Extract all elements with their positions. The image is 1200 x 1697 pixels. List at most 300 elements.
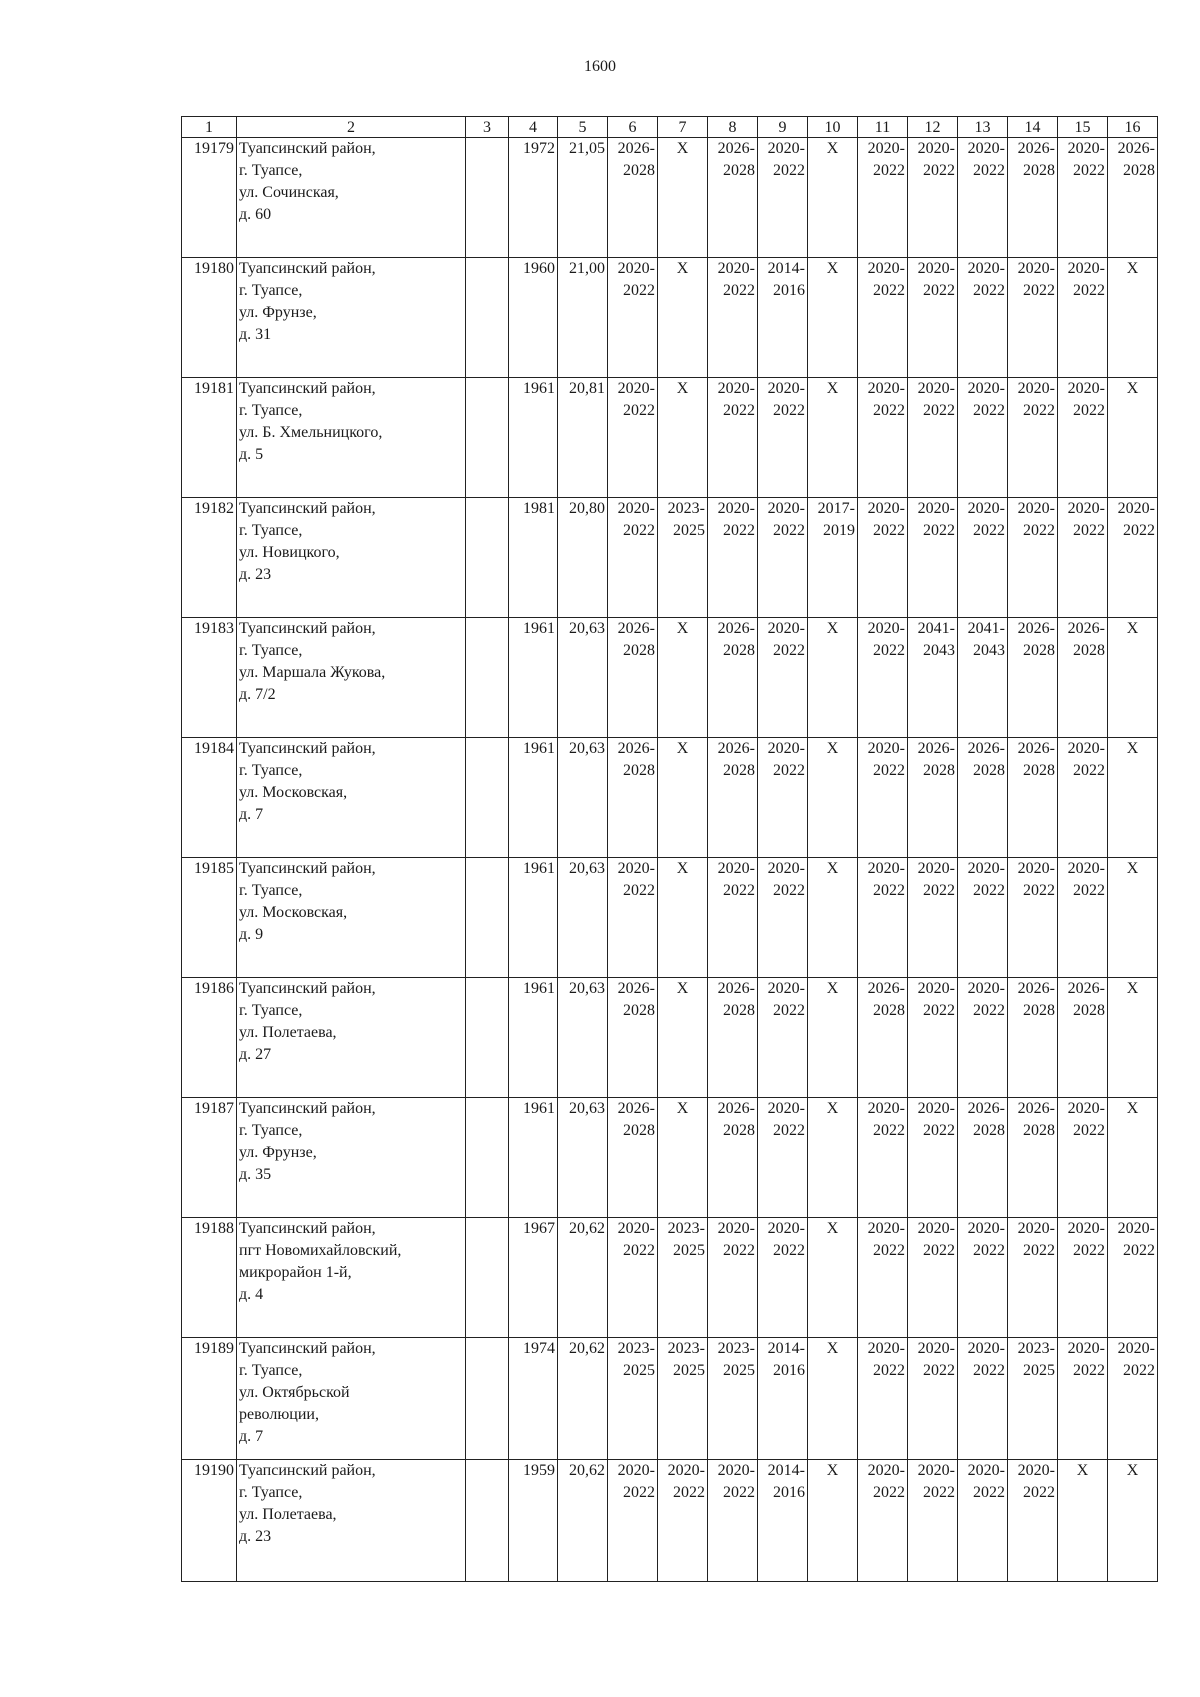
period-text: 2020- [617,1220,655,1237]
period-cell: X [1108,1460,1158,1582]
period-text-end: 2022 [923,162,955,179]
period-text-end: 2028 [873,1002,905,1019]
period-text: 2041- [917,620,955,637]
period-cell [608,978,658,1098]
table-row [182,258,1158,378]
table-row [182,498,1158,618]
address-cell [237,498,466,618]
period-text-end: 2022 [923,1002,955,1019]
period-cell [858,1460,908,1582]
period-text-end: 2022 [1073,1362,1105,1379]
period-text-end: 2022 [873,522,905,539]
value-cell: 21,00 [558,258,608,378]
period-cell [908,498,958,618]
period-cell [658,1460,708,1582]
period-cell [858,1338,908,1460]
address-line: ул. Б. Хмельницкого, [239,424,383,441]
period-text: 2020- [917,1340,955,1357]
period-cell [708,858,758,978]
address-line: ул. Маршала Жукова, [239,664,386,681]
address-line: д. 5 [239,446,264,463]
period-text-end: 2022 [873,1242,905,1259]
period-text: 2020- [1017,1462,1055,1479]
period-text-end: 2028 [623,1002,655,1019]
period-text: 2020- [717,260,755,277]
period-cell: X [658,378,708,498]
address-line: д. 60 [239,206,272,223]
col3-cell [466,858,509,978]
period-text: 2020- [867,260,905,277]
period-text: 2020- [617,860,655,877]
period-text: 2020- [617,260,655,277]
row-id: 19188 [182,1218,237,1338]
period-cell [958,378,1008,498]
period-text: 2020- [917,1100,955,1117]
period-cell [908,138,958,258]
period-cell [958,1218,1008,1338]
period-text: 2020- [1067,140,1105,157]
year-cell: 1961 [509,618,558,738]
period-text-end: 2022 [973,1362,1005,1379]
period-text: 2023- [667,500,705,517]
period-text: 2020- [917,860,955,877]
table-row [182,858,1158,978]
period-text: 2014- [767,1462,805,1479]
period-text-end: 2022 [873,1484,905,1501]
period-cell [1108,498,1158,618]
period-cell: X [808,258,858,378]
address-cell [237,978,466,1098]
period-cell [758,258,808,378]
address-line: д. 27 [239,1046,272,1063]
period-cell [608,498,658,618]
period-text: 2026- [1117,140,1155,157]
period-cell [958,138,1008,258]
period-text: 2020- [967,1340,1005,1357]
period-text: 2020- [867,1340,905,1357]
value-cell: 21,05 [558,138,608,258]
period-cell [1008,738,1058,858]
period-text-end: 2022 [923,882,955,899]
period-cell: X [1108,378,1158,498]
address-line: Туапсинский район, [239,1340,376,1357]
period-cell [658,1338,708,1460]
period-cell: X [808,1338,858,1460]
period-cell [708,1460,758,1582]
column-header-16: 16 [1108,117,1158,138]
period-text-end: 2043 [973,642,1005,659]
period-cell: X [1108,618,1158,738]
period-text: 2026- [717,740,755,757]
address-line: д. 7/2 [239,686,276,703]
period-text: 2020- [717,1462,755,1479]
period-cell: X [658,858,708,978]
period-text-end: 2028 [723,162,755,179]
period-text: 2020- [667,1462,705,1479]
period-text: 2020- [717,860,755,877]
address-line: ул. Московская, [239,904,348,921]
period-text: 2020- [1017,260,1055,277]
address-line: Туапсинский район, [239,380,376,397]
period-text: 2020- [867,1462,905,1479]
period-cell [1058,258,1108,378]
period-text-end: 2022 [1073,522,1105,539]
period-cell: X [1108,858,1158,978]
period-cell [758,1338,808,1460]
period-text-end: 2025 [673,1242,705,1259]
period-text: 2020- [1067,1340,1105,1357]
period-text-end: 2025 [1023,1362,1055,1379]
period-text: 2020- [867,500,905,517]
period-text-end: 2028 [623,162,655,179]
period-cell: X [808,378,858,498]
period-cell [908,1338,958,1460]
period-text: 2023- [667,1220,705,1237]
period-text-end: 2022 [873,882,905,899]
address-line: Туапсинский район, [239,1100,376,1117]
period-text: 2020- [967,380,1005,397]
period-text-end: 2022 [623,1484,655,1501]
period-text: 2026- [617,1100,655,1117]
period-text-end: 2028 [1023,1002,1055,1019]
address-cell [237,738,466,858]
period-text-end: 2022 [1023,1242,1055,1259]
period-text-end: 2028 [1123,162,1155,179]
period-text-end: 2022 [623,882,655,899]
period-cell [858,858,908,978]
table-row [182,138,1158,258]
period-cell: X [1108,738,1158,858]
column-header-11: 11 [858,117,908,138]
period-text-end: 2028 [1023,762,1055,779]
col3-cell [466,498,509,618]
period-text-end: 2022 [873,642,905,659]
period-text: 2020- [1017,860,1055,877]
value-cell: 20,62 [558,1460,608,1582]
period-text-end: 2022 [923,402,955,419]
period-text-end: 2022 [1123,522,1155,539]
period-text-end: 2022 [1023,882,1055,899]
value-cell: 20,63 [558,1098,608,1218]
period-text: 2026- [1067,620,1105,637]
period-text-end: 2022 [923,1484,955,1501]
col3-cell [466,138,509,258]
period-text-end: 2022 [973,1484,1005,1501]
period-cell [708,618,758,738]
address-line: ул. Московская, [239,784,348,801]
period-cell [808,498,858,618]
period-cell [1058,738,1108,858]
period-cell [758,378,808,498]
column-header-4: 4 [509,117,558,138]
period-text: 2020- [617,380,655,397]
period-cell: X [1108,1098,1158,1218]
period-text-end: 2022 [773,1002,805,1019]
period-cell [1058,858,1108,978]
period-text-end: 2022 [773,1242,805,1259]
period-cell [958,1460,1008,1582]
period-cell: X [808,858,858,978]
col3-cell [466,1460,509,1582]
period-cell [1058,498,1108,618]
period-text-end: 2022 [1023,522,1055,539]
period-cell [758,1218,808,1338]
period-cell [1058,978,1108,1098]
period-cell [858,738,908,858]
period-text-end: 2022 [773,882,805,899]
period-text: 2020- [1017,500,1055,517]
period-text-end: 2028 [1023,642,1055,659]
period-text-end: 2043 [923,642,955,659]
period-text-end: 2022 [923,522,955,539]
period-cell [908,978,958,1098]
period-cell [1058,1338,1108,1460]
period-text: 2020- [767,140,805,157]
period-cell [1008,1460,1058,1582]
period-text: 2020- [867,1220,905,1237]
period-text: 2026- [867,980,905,997]
period-text: 2041- [967,620,1005,637]
period-text-end: 2022 [773,1122,805,1139]
period-text: 2020- [967,1462,1005,1479]
period-text-end: 2022 [1073,402,1105,419]
period-cell [908,858,958,978]
address-line: пгт Новомихайловский, [239,1242,402,1259]
year-cell: 1961 [509,738,558,858]
period-text-end: 2022 [973,882,1005,899]
period-cell: X [658,618,708,738]
value-cell: 20,81 [558,378,608,498]
address-line: г. Туапсе, [239,522,303,539]
period-cell [1058,1098,1108,1218]
period-cell [1008,1218,1058,1338]
period-text-end: 2022 [773,642,805,659]
period-text: 2014- [767,260,805,277]
period-cell [758,138,808,258]
row-id: 19180 [182,258,237,378]
period-text-end: 2022 [723,282,755,299]
period-text-end: 2022 [723,882,755,899]
period-text: 2020- [1017,1220,1055,1237]
column-header-6: 6 [608,117,658,138]
table-body [182,138,1158,1582]
period-cell [1108,1218,1158,1338]
period-text: 2020- [1067,380,1105,397]
address-line: Туапсинский район, [239,740,376,757]
period-text: 2020- [1067,1220,1105,1237]
col3-cell [466,1338,509,1460]
period-cell: X [808,1218,858,1338]
period-text: 2020- [717,380,755,397]
address-cell [237,258,466,378]
period-text: 2020- [1067,500,1105,517]
period-cell [1108,138,1158,258]
period-text: 2020- [1067,740,1105,757]
period-text-end: 2022 [723,522,755,539]
period-text: 2020- [617,1462,655,1479]
period-text-end: 2022 [1073,882,1105,899]
period-cell [708,978,758,1098]
period-text-end: 2022 [773,762,805,779]
period-text: 2020- [717,1220,755,1237]
period-text-end: 2022 [773,402,805,419]
address-line: д. 35 [239,1166,272,1183]
address-line: Туапсинский район, [239,260,376,277]
value-cell: 20,62 [558,1218,608,1338]
period-text: 2020- [767,860,805,877]
period-cell [758,498,808,618]
period-text: 2026- [1017,140,1055,157]
period-text: 2020- [867,740,905,757]
period-cell [1008,1338,1058,1460]
year-cell: 1981 [509,498,558,618]
period-cell [708,738,758,858]
period-cell [858,1098,908,1218]
period-cell [908,258,958,378]
address-line: д. 4 [239,1286,264,1303]
period-text: 2026- [1017,620,1055,637]
period-text: 2026- [1017,980,1055,997]
period-text-end: 2016 [773,1362,805,1379]
period-text-end: 2022 [1073,282,1105,299]
period-text-end: 2022 [1073,162,1105,179]
period-text: 2023- [617,1340,655,1357]
period-cell [958,1338,1008,1460]
period-cell [1058,138,1108,258]
period-cell [908,1098,958,1218]
address-line: Туапсинский район, [239,1220,376,1237]
period-cell [1058,378,1108,498]
column-header-15: 15 [1058,117,1108,138]
row-id: 19190 [182,1460,237,1582]
value-cell: 20,63 [558,858,608,978]
page-number: 1600 [584,58,616,75]
period-text-end: 2028 [923,762,955,779]
column-header-1: 1 [182,117,237,138]
period-text: 2020- [967,1220,1005,1237]
year-cell: 1972 [509,138,558,258]
period-text-end: 2028 [1073,642,1105,659]
period-cell [1008,378,1058,498]
period-text-end: 2022 [723,402,755,419]
period-text: 2020- [917,1220,955,1237]
period-text: 2020- [917,260,955,277]
row-id: 19181 [182,378,237,498]
address-line: г. Туапсе, [239,162,303,179]
period-text: 2020- [867,860,905,877]
period-text: 2020- [867,620,905,637]
period-text: 2023- [667,1340,705,1357]
period-cell: X [808,978,858,1098]
period-cell: X [658,138,708,258]
period-text-end: 2022 [873,162,905,179]
period-cell [708,1338,758,1460]
col3-cell [466,258,509,378]
col3-cell [466,1218,509,1338]
period-text-end: 2028 [723,1122,755,1139]
period-cell [758,978,808,1098]
col3-cell [466,378,509,498]
address-cell [237,138,466,258]
period-cell [858,258,908,378]
table-row [182,1338,1158,1460]
period-text: 2026- [967,740,1005,757]
period-text: 2026- [967,1100,1005,1117]
column-header-9: 9 [758,117,808,138]
address-line: ул. Новицкого, [239,544,340,561]
period-text: 2020- [767,1100,805,1117]
address-cell [237,378,466,498]
table-row [182,738,1158,858]
period-text-end: 2022 [973,282,1005,299]
period-cell [908,1460,958,1582]
period-cell [858,138,908,258]
period-text-end: 2022 [873,762,905,779]
period-cell: X [1108,258,1158,378]
housing-table [181,116,1158,1582]
period-text-end: 2025 [623,1362,655,1379]
period-text: 2020- [967,140,1005,157]
period-text: 2026- [617,140,655,157]
period-cell: X [658,1098,708,1218]
period-text: 2020- [1017,380,1055,397]
address-line: ул. Октябрьской [239,1384,350,1401]
period-text-end: 2022 [923,1362,955,1379]
table-header [182,117,1158,138]
period-text-end: 2028 [1023,162,1055,179]
period-cell [608,138,658,258]
period-text-end: 2022 [873,1122,905,1139]
period-text: 2020- [967,980,1005,997]
period-text-end: 2028 [723,642,755,659]
period-text: 2020- [717,500,755,517]
year-cell: 1967 [509,1218,558,1338]
period-cell [1008,138,1058,258]
period-text: 2020- [767,500,805,517]
table-row [182,378,1158,498]
period-text-end: 2022 [773,522,805,539]
period-cell [758,618,808,738]
column-header-5: 5 [558,117,608,138]
year-cell: 1961 [509,378,558,498]
period-cell [958,738,1008,858]
column-header-14: 14 [1008,117,1058,138]
period-cell [708,378,758,498]
period-cell: X [658,978,708,1098]
period-cell [1008,1098,1058,1218]
address-line: Туапсинский район, [239,860,376,877]
address-line: г. Туапсе, [239,402,303,419]
row-id: 19185 [182,858,237,978]
row-id: 19189 [182,1338,237,1460]
period-cell [708,1098,758,1218]
period-text: 2020- [767,740,805,757]
period-text-end: 2022 [1023,1484,1055,1501]
period-text: 2020- [867,140,905,157]
period-cell [758,858,808,978]
period-text-end: 2022 [923,1242,955,1259]
address-cell [237,1098,466,1218]
period-cell [608,1218,658,1338]
address-line: г. Туапсе, [239,1002,303,1019]
row-id: 19184 [182,738,237,858]
period-text: 2020- [1067,260,1105,277]
address-line: д. 9 [239,926,264,943]
period-text-end: 2028 [723,762,755,779]
period-cell [958,618,1008,738]
period-text-end: 2022 [973,162,1005,179]
period-text: 2026- [717,980,755,997]
